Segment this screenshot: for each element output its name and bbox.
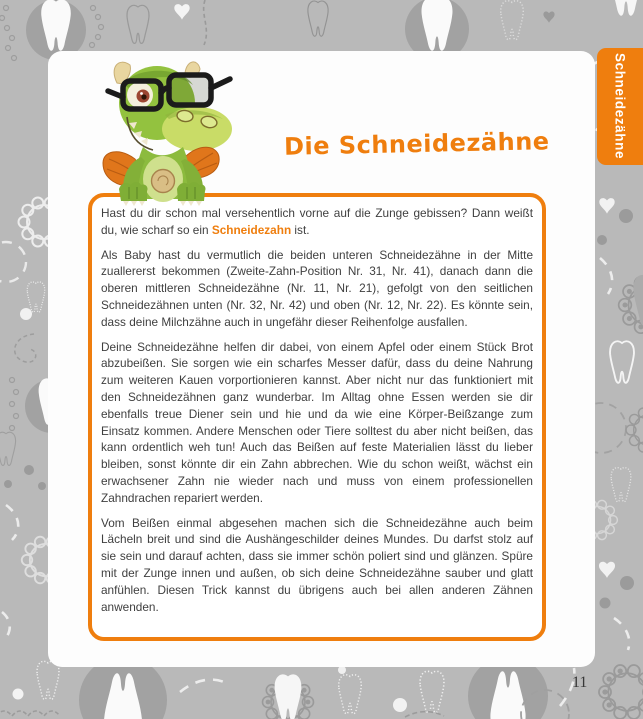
page-title: Die Schneidezähne: [283, 127, 550, 161]
dragon-mascot-image: [85, 57, 237, 206]
dot-doodle: [393, 698, 407, 712]
dot-doodle: [13, 689, 24, 700]
dotted-tooth-doodle: [37, 661, 59, 699]
flower-doodle: [599, 665, 643, 719]
intro-paragraph: [101, 205, 533, 239]
scallop-row-doodle: [0, 711, 60, 716]
glasses-right-lens-tint: [171, 77, 209, 103]
intro-text-before: Hast du dir schon mal versehentlich vorne auf die Zunge gebissen? Dann weißt du, wie scharf so ein: [101, 206, 533, 237]
flower-doodle: [626, 408, 643, 452]
dashed-arc-doodle: [2, 612, 10, 640]
dotted-trail-doodle: [10, 378, 19, 431]
heart-doodle: [174, 4, 189, 19]
dot-doodle: [20, 308, 32, 320]
tooth-sketch-doodle: [0, 432, 16, 465]
dragon-belly-medallion: [152, 170, 175, 193]
tooth-sketch-doodle: [127, 5, 149, 43]
flower-tooth-doodle: [263, 674, 314, 719]
flower-tooth-doodle: [619, 275, 643, 333]
dot-doodle: [338, 666, 346, 674]
dotted-tooth-doodle: [420, 671, 444, 713]
tooth-roots-doodle: [611, 0, 642, 16]
intro-text-after: ist.: [291, 222, 310, 237]
heart-doodle: [599, 562, 615, 578]
dotted-tooth-doodle: [339, 675, 362, 714]
heart-doodle: [543, 12, 554, 23]
body-paragraph-1: Als Baby hast du vermutlich die beiden unteren Schneidezähne in der Mitte zuallererst bekommen (Zweite-Zahn-Position Nr. 31, Nr. 41), danach dann die oberen mittleren Schneidezähne (Nr. 11, Nr. 21), gefolgt von den seitlichen Schneidezähnen unten (Nr. 32, Nr. 42) und oben (Nr. 12, Nr. 22). Es könnte sein, dass deine Milchzähne auch in ungefähr dieser Reihenfolge ausfallen.: [101, 247, 533, 329]
dragon-mascot: [85, 57, 237, 206]
spiral-doodle: [15, 334, 36, 362]
body-paragraph-3: Vom Beißen einmal abgesehen machen sich die Schneidezähne auch beim Lächeln breit und sind die Aushängeschilder deines Mundes. Du darfst stolz auf sie sein und darauf achten, dass sie immer schön poliert sind und glänzen. Spüre mit der Zunge innen und außen, ob sich deine Schneidezähne sauber und glatt anfühlen. Diesen Trick kannst du übrigens auch bei allen anderen Zähnen anwenden.: [101, 515, 533, 614]
dragon-hand-left: [119, 182, 148, 206]
text-box: [88, 193, 546, 641]
dashed-arc-doodle: [6, 505, 18, 540]
dashed-arc-doodle: [614, 618, 629, 650]
dashed-arc-doodle: [405, 712, 444, 717]
page-number: 11: [572, 674, 588, 691]
dotted-tooth-doodle: [501, 1, 524, 40]
tooth-sketch-doodle: [610, 341, 634, 383]
dot-doodle: [597, 209, 633, 245]
dashed-arc-doodle: [600, 258, 612, 294]
dashed-arc-doodle: [180, 680, 228, 692]
dot-doodle: [600, 576, 635, 609]
dashed-circle-doodle: [0, 242, 26, 282]
dot-doodle: [4, 465, 46, 490]
tooth-sketch-doodle: [308, 1, 328, 36]
dotted-tooth-doodle: [27, 282, 44, 312]
highlight-term: Schneidezahn: [211, 222, 292, 237]
heart-doodle: [599, 198, 614, 213]
dragon-eye-pupil: [141, 94, 146, 99]
chapter-tab-label: Schneidezähne: [612, 53, 628, 160]
dragon-hand-right: [177, 182, 206, 206]
dotted-tooth-doodle: [611, 468, 631, 502]
chapter-tab-schneidezaehne: [597, 48, 643, 165]
squiggle-doodle: [204, 0, 207, 45]
dragon-eye-glint: [140, 92, 143, 95]
body-paragraph-2: Deine Schneidezähne helfen dir dabei, von einem Apfel oder einem Stück Brot abzubeißen. Sie sorgen wie ein scharfes Messer dafür, dass du deine Nahrung zum weiteren Kauen vorportionieren kannst. Aber nicht nur das funktioniert mit den Schneidezähnen ganz wunderbar. Im Alltag ohne Essen werden sie dir ebenfalls treue Diener sein und hie und da wie eine Körper-Beißzange zum Einsatz kommen. Andere Menschen oder Tiere solltest du aber nicht beißen, das kann ordentlich weh tun! Auch das Beißen auf feste Materialien lässt du lieber bleiben, sonst könnte dir ein Zahn abbrechen. Wie du schon weißt, wächst ein erwachsener Zahn nie wieder nach und muss von einem professionellen Zahndrachen repariert werden.: [101, 339, 533, 505]
